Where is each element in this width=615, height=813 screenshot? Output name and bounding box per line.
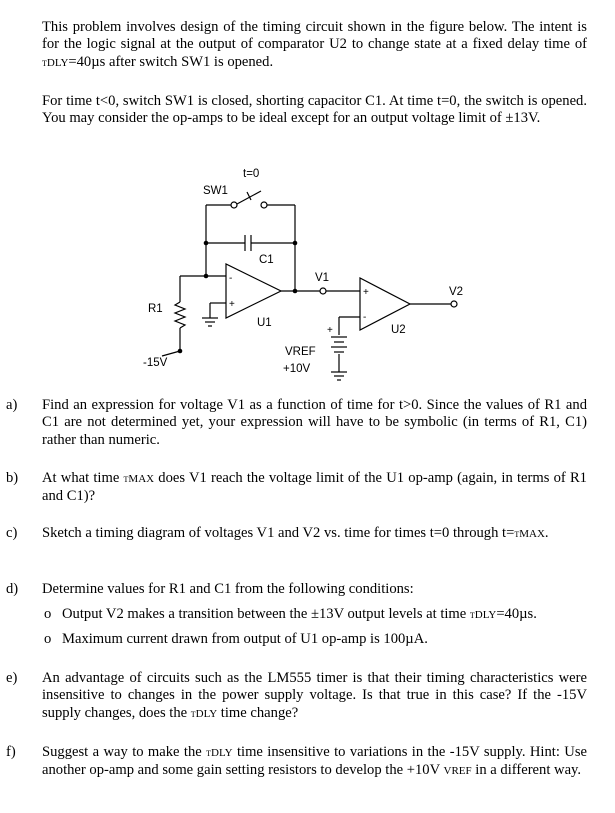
sw1-left-contact [231, 202, 237, 208]
question-b-end: does V1 reach the voltage limit of the U1 op-amp (again, in terms of R1 and C1)? [42, 470, 587, 505]
tdly-symbol: tDLY [206, 747, 233, 759]
vref-plus-sign: + [327, 325, 333, 336]
tmax-symbol: tMAX [123, 473, 155, 485]
question-e-end: time change? [217, 704, 299, 721]
question-c-text [42, 525, 587, 543]
u1-plus-sign: + [229, 299, 235, 310]
r1-label: R1 [148, 303, 163, 315]
u2-minus-sign: - [363, 312, 367, 323]
tdly-symbol: tDLY [469, 609, 497, 621]
question-d-label: d) [6, 581, 19, 597]
bullet-icon: o [44, 631, 52, 647]
question-c-end: . [544, 525, 549, 541]
question-d-bullet-1 [62, 606, 587, 624]
vref-value-label: +10V [283, 363, 311, 375]
vref-symbol: VREF [443, 765, 472, 778]
question-a-text: Find an expression for voltage V1 as a function of time for t>0. Since the values of R1 and C1 are not determined yet, your expression will have to be symbolic (in terms of R1, C1) rather than numeric. [42, 397, 587, 448]
intro-p1-end: =40µs after switch SW1 is opened. [68, 53, 274, 70]
question-e-label: e) [6, 670, 18, 686]
intro-paragraph-2: For time t<0, switch SW1 is closed, shorting capacitor C1. At time t=0, the switch is opened. You may consider the op-amps to be ideal except for an output voltage limit of ±13V. [42, 93, 587, 127]
circuit-diagram [0, 160, 615, 390]
u2-comparator [360, 278, 410, 330]
v1-node [320, 288, 326, 294]
question-e-text [42, 670, 587, 723]
u2-label: U2 [391, 324, 406, 336]
junction-dot [293, 241, 298, 246]
question-f-middle: time insensitive to variations in the -15V supply. Hint: Use another op-amp and some gain setting resistors to develop the +10V [42, 744, 587, 779]
u1-label: U1 [257, 317, 272, 329]
junction-dot [204, 241, 209, 246]
question-f-end: in a different way. [471, 762, 582, 779]
question-d-text: Determine values for R1 and C1 from the following conditions: [42, 581, 414, 597]
v2-label: V2 [449, 286, 464, 298]
intro-p1-start: This problem involves design of the timing circuit shown in the figure below. The intent is for the logic signal at the output of comparator U2 to change state at a fixed delay time of [42, 19, 587, 53]
question-d-bullet-2: Maximum current drawn from output of U1 op-amp is 100µA. [62, 631, 428, 647]
r1-resistor [175, 302, 185, 328]
tmax-symbol: tMAX [514, 528, 545, 540]
intro-paragraph-1 [42, 19, 587, 72]
bullet-1-end: =40µs. [496, 606, 537, 622]
tdly-symbol: tDLY [42, 56, 69, 69]
question-f-start: Suggest a way to make the [42, 744, 207, 760]
question-b-label: b) [6, 470, 19, 486]
c1-label: C1 [259, 254, 274, 266]
vref-name-label: VREF [285, 346, 316, 358]
question-b-start: At what time [42, 470, 124, 486]
u1-minus-sign: - [229, 273, 233, 284]
u2-plus-sign: + [363, 287, 369, 298]
question-c-label: c) [6, 525, 18, 541]
v1-label: V1 [315, 272, 330, 284]
bullet-1-start: Output V2 makes a transition between the ±13V output levels at time [62, 606, 470, 622]
question-a-label: a) [6, 397, 18, 413]
switch-time-label: t=0 [243, 168, 260, 180]
sw1-blade [237, 191, 261, 204]
sw1-right-contact [261, 202, 267, 208]
v2-node [451, 301, 457, 307]
sw1-label: SW1 [203, 185, 228, 197]
neg-supply-lead [162, 351, 180, 356]
question-f-label: f) [6, 744, 16, 760]
question-e-start: An advantage of circuits such as the LM555 timer is that their timing characteristics were insensitive to changes in the power supply voltage. Is that true in this case? If the -15V supply changes, does the [42, 670, 587, 721]
question-f-text [42, 744, 587, 781]
bullet-icon: o [44, 606, 52, 622]
question-c-start: Sketch a timing diagram of voltages V1 and V2 vs. time for times t=0 through t= [42, 525, 515, 541]
neg-supply-label: -15V [143, 357, 168, 369]
question-b-text [42, 470, 587, 506]
tdly-symbol: tDLY [190, 707, 218, 720]
